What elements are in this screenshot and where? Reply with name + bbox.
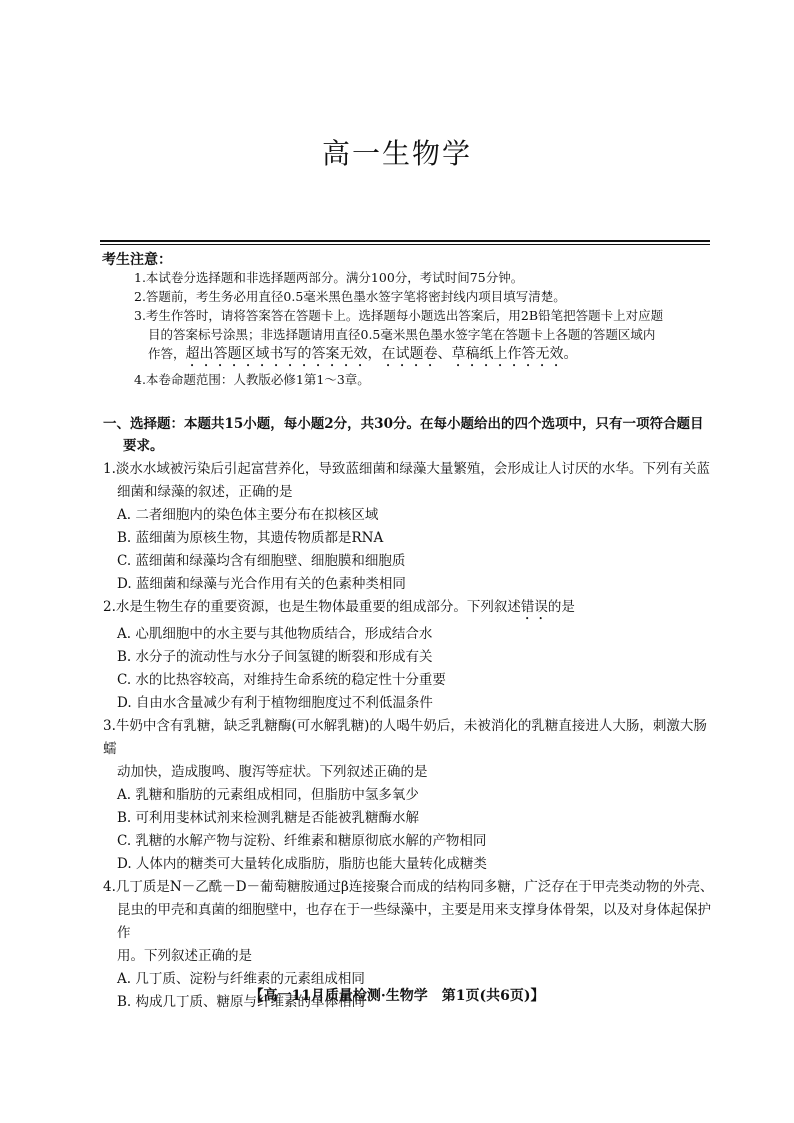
question-1-option-b: B. 蓝细菌为原核生物，其遗传物质都是RNA (117, 530, 384, 546)
divider-thick (100, 240, 710, 242)
notice-item-1: 1.本试卷分选择题和非选择题两部分。满分100分，考试时间75分钟。 (134, 270, 524, 285)
question-3 (103, 715, 715, 876)
section-heading (103, 413, 713, 457)
question-1 (103, 458, 715, 596)
notice-item-3-line3e: 。 (563, 346, 578, 362)
notice-item-2: 2.答题前，考生务必用直径0.5毫米黑色墨水签字笔将密封线内项目填写清楚。 (134, 289, 566, 304)
question-2-option-c: C. 水的比热容较高，对维持生命系统的稳定性十分重要 (117, 672, 446, 688)
question-3-stem-line2: 动加快，造成腹鸣、腹泻等症状。下列叙述正确的是 (117, 764, 428, 780)
section-heading-line2: 要求。 (123, 438, 164, 454)
notice-emphasis-2: 在试题卷、草稿纸上作答无效 (381, 346, 564, 362)
question-stem (103, 596, 715, 623)
question-3-stem-line1: 3.牛奶中含有乳糖，缺乏乳糖酶(可水解乳糖)的人喝牛奶后，未被消化的乳糖直接进人大肠，刺激大肠蠕 (103, 718, 707, 757)
notice-item-3-line1: 3.考生作答时，请将答案答在答题卡上。选择题每小题选出答案后，用2B铅笔把答题卡上对应题 (134, 308, 664, 323)
question-list (103, 458, 715, 1014)
notice-item-3 (134, 306, 714, 370)
question-1-stem-line2: 细菌和绿藻的叙述，正确的是 (117, 484, 293, 500)
section-heading-line1: 一、选择题：本题共15小题，每小题2分，共30分。在每小题给出的四个选项中，只有一项符合题目 (103, 416, 704, 432)
question-1-option-c: C. 蓝细菌和绿藻均含有细胞壁、细胞膜和细胞质 (117, 553, 406, 569)
question-3-option-c: C. 乳糖的水解产物与淀粉、纤维素和糖原彻底水解的产物相同 (117, 833, 487, 849)
question-2-stem-b: 的是 (547, 599, 575, 615)
notice-item-4: 4.本卷命题范围：人教版必修1第1～3章。 (134, 372, 370, 387)
notice-emphasis-1: 超出答题区域书写的答案无效 (185, 346, 368, 362)
question-2-option-a: A. 心肌细胞中的水主要与其他物质结合，形成结合水 (117, 626, 433, 642)
notice-item-3-line3a: 作答， (148, 346, 186, 361)
divider-thin (100, 244, 710, 245)
notice-item-3-line3 (134, 344, 714, 370)
notice-item-3-line3c: ， (367, 346, 382, 362)
question-2-stem-a: 2.水是生物生存的重要资源，也是生物体最重要的组成部分。下列叙述 (103, 599, 521, 615)
page-footer: 【高一11月质量检测·生物学 第1页(共6页)】 (249, 988, 545, 1004)
question-4-stem-line2: 昆虫的甲壳和真菌的细胞壁中，也存在于一些绿藻中，主要是用来支撑身体骨架，以及对身体起保护作 (117, 902, 711, 941)
question-2-option-b: B. 水分子的流动性与水分子间氢键的断裂和形成有关 (117, 649, 433, 665)
question-stem (103, 715, 715, 784)
question-1-option-a: A. 二者细胞内的染色体主要分布在拟核区域 (117, 507, 379, 523)
question-stem (103, 458, 715, 504)
notice-list (134, 268, 714, 389)
question-2-stem-emphasis: 错误 (520, 599, 548, 615)
question-3-option-a: A. 乳糖和脂肪的元素组成相同，但脂肪中氢多氧少 (117, 787, 419, 803)
question-3-option-d: D. 人体内的糖类可大量转化成脂肪，脂肪也能大量转化成糖类 (117, 856, 487, 872)
question-2 (103, 596, 715, 715)
question-2-option-d: D. 自由水含量减少有利于植物细胞度过不利低温条件 (117, 695, 433, 711)
question-1-option-d: D. 蓝细菌和绿藻与光合作用有关的色素种类相同 (117, 576, 406, 592)
question-1-stem-line1: 1.淡水水域被污染后引起富营养化，导致蓝细菌和绿藻大量繁殖，会形成让人讨厌的水华。下列有关蓝 (103, 461, 710, 477)
notice-heading: 考生注意： (102, 252, 172, 268)
question-4-stem-line3: 用。下列叙述正确的是 (117, 948, 252, 964)
question-4-stem-line1: 4.几丁质是N－乙酰－D－葡萄糖胺通过β连接聚合而成的结构同多糖，广泛存在于甲壳类动物的外壳、 (103, 879, 714, 895)
notice-item-3-line2: 目的答案标号涂黑；非选择题请用直径0.5毫米黑色墨水签字笔在答题卡上各题的答题区域内 (148, 327, 656, 342)
question-stem (103, 876, 715, 968)
question-3-option-b: B. 可利用斐林试剂来检测乳糖是否能被乳糖酶水解 (117, 810, 420, 826)
question-4-option-b: B. 构成几丁质、糖原与纤维素的单体相同 (117, 994, 366, 1010)
question-4-option-a: A. 几丁质、淀粉与纤维素的元素组成相同 (117, 971, 365, 987)
page-title: 高一生物学 (321, 137, 472, 170)
